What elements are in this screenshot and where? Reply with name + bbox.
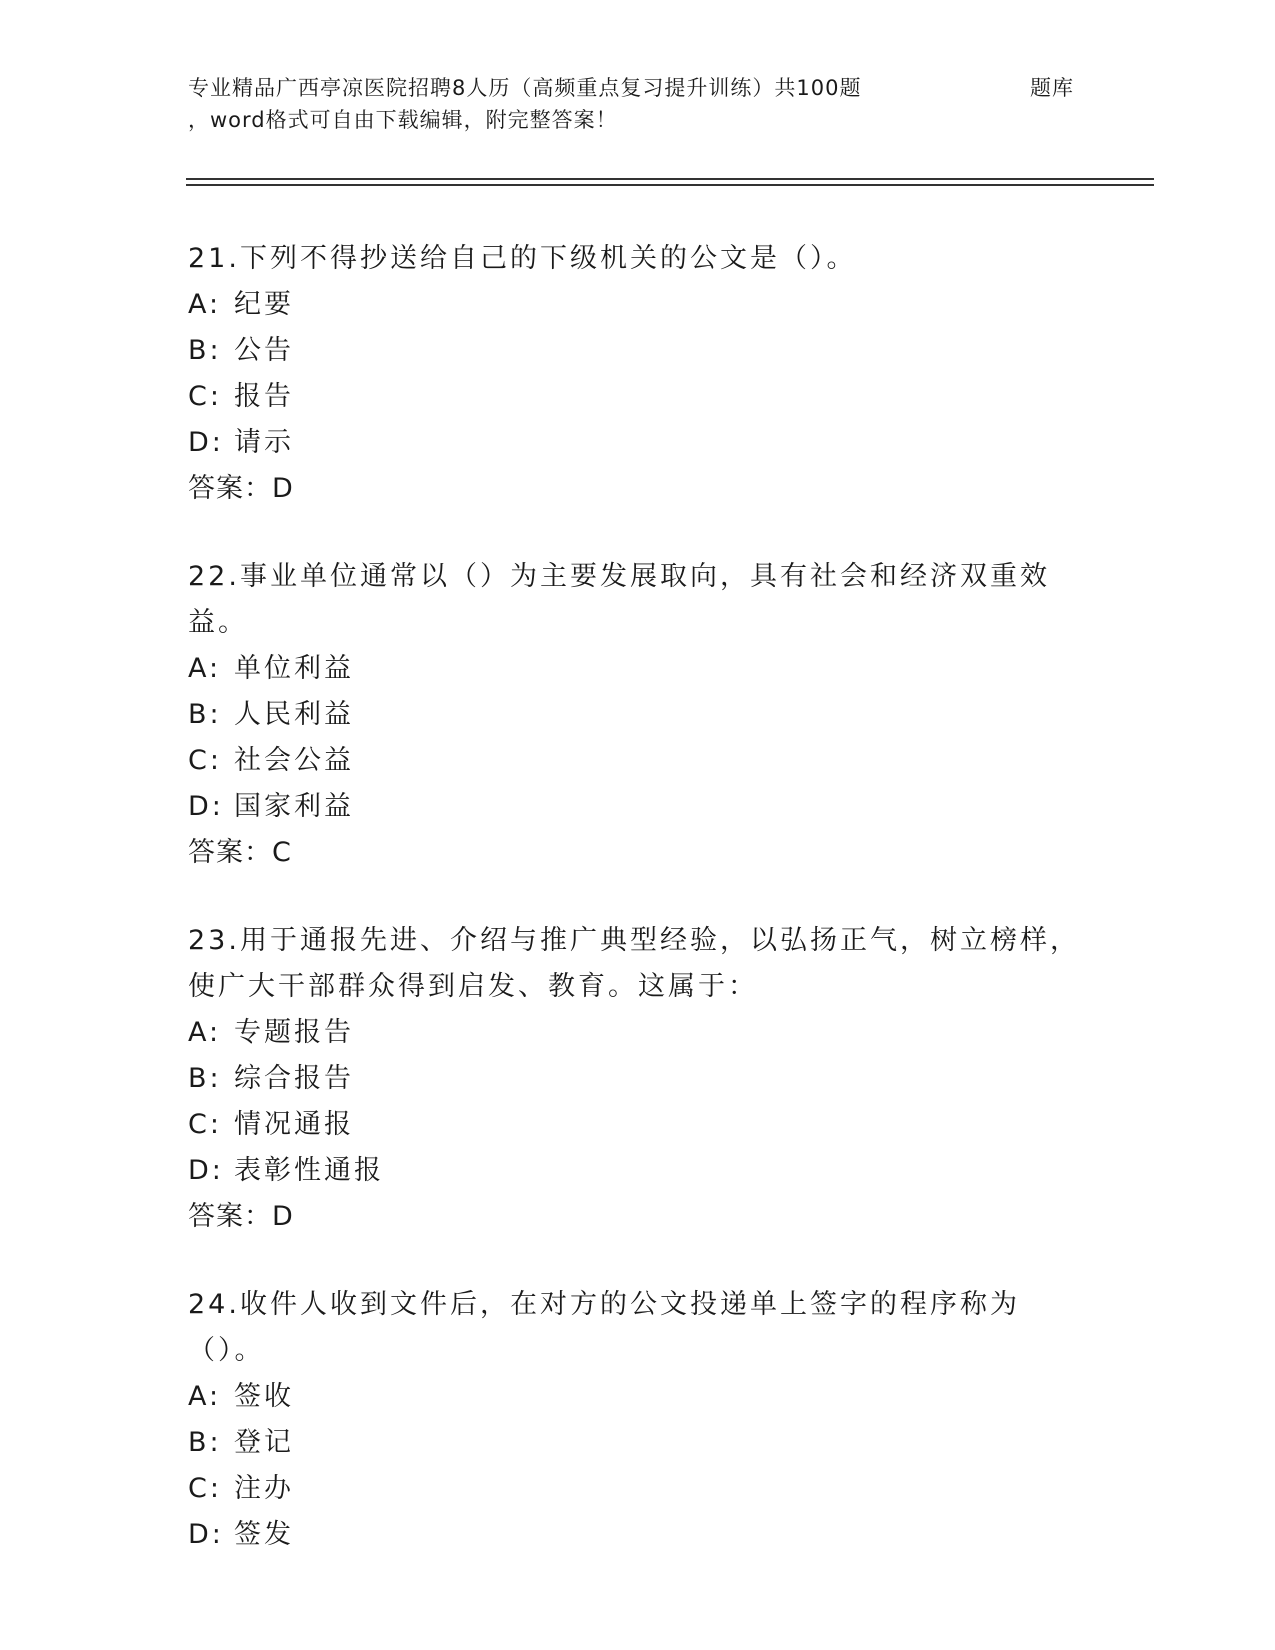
option-letter: B: [188, 699, 222, 730]
option-letter: A: [188, 1017, 222, 1048]
option-text: 公告 [234, 335, 294, 366]
option-text: 表彰性通报 [234, 1155, 384, 1186]
option-d [188, 1512, 1088, 1558]
option-letter: C: [188, 1473, 222, 1504]
header-divider-top [186, 178, 1154, 180]
option-text: 请示 [234, 427, 294, 458]
question-23 [188, 918, 1088, 1240]
option-b [188, 1420, 1088, 1466]
question-stem: 23.用于通报先进、介绍与推广典型经验，以弘扬正气，树立榜样，使广大干部群众得到启发、教育。这属于： [188, 925, 1080, 1002]
option-text: 登记 [234, 1427, 294, 1458]
option-text: 国家利益 [234, 791, 354, 822]
option-letter: B: [188, 1063, 222, 1094]
option-b [188, 1056, 1088, 1102]
option-letter: C: [188, 1109, 222, 1140]
option-text: 报告 [234, 381, 294, 412]
option-text: 社会公益 [234, 745, 354, 776]
option-letter: D: [188, 791, 224, 822]
document-header [188, 72, 1088, 136]
option-text: 签发 [234, 1519, 294, 1550]
option-a [188, 1374, 1088, 1420]
option-a [188, 1010, 1088, 1056]
option-letter: C: [188, 745, 222, 776]
option-letter: D: [188, 1155, 224, 1186]
option-letter: D: [188, 1519, 224, 1550]
option-text: 人民利益 [234, 699, 354, 730]
option-letter: B: [188, 335, 222, 366]
document-title: 专业精品广西亭凉医院招聘8人历（高频重点复习提升训练）共100题 [188, 76, 862, 100]
question-24 [188, 1282, 1088, 1558]
option-c [188, 1102, 1088, 1148]
option-d [188, 420, 1088, 466]
answer-line: 答案：D [188, 473, 294, 504]
option-letter: A: [188, 653, 222, 684]
option-c [188, 1466, 1088, 1512]
option-text: 情况通报 [234, 1109, 354, 1140]
option-text: 专题报告 [234, 1017, 354, 1048]
option-a [188, 282, 1088, 328]
question-stem: 21.下列不得抄送给自己的下级机关的公文是（）。 [188, 243, 857, 274]
option-text: 单位利益 [234, 653, 354, 684]
option-a [188, 646, 1088, 692]
document-subtitle: ，word格式可自由下载编辑，附完整答案！ [188, 108, 618, 132]
question-stem: 22.事业单位通常以（）为主要发展取向，具有社会和经济双重效益。 [188, 561, 1050, 638]
answer-line: 答案：C [188, 837, 292, 868]
option-text: 签收 [234, 1381, 294, 1412]
answer-line: 答案：D [188, 1201, 294, 1232]
option-b [188, 328, 1088, 374]
option-text: 综合报告 [234, 1063, 354, 1094]
option-b [188, 692, 1088, 738]
option-letter: A: [188, 1381, 222, 1412]
question-22 [188, 554, 1088, 876]
option-d [188, 1148, 1088, 1194]
option-d [188, 784, 1088, 830]
header-title-row [188, 72, 1088, 104]
question-list [188, 236, 1088, 1600]
option-c [188, 374, 1088, 420]
option-c [188, 738, 1088, 784]
question-21 [188, 236, 1088, 512]
option-text: 注办 [234, 1473, 294, 1504]
question-stem: 24.收件人收到文件后，在对方的公文投递单上签字的程序称为（）。 [188, 1289, 1020, 1366]
option-letter: C: [188, 381, 222, 412]
option-letter: A: [188, 289, 222, 320]
option-letter: B: [188, 1427, 222, 1458]
header-divider-bottom [186, 184, 1154, 186]
header-right-label: 题库 [1030, 76, 1074, 100]
option-letter: D: [188, 427, 224, 458]
option-text: 纪要 [234, 289, 294, 320]
